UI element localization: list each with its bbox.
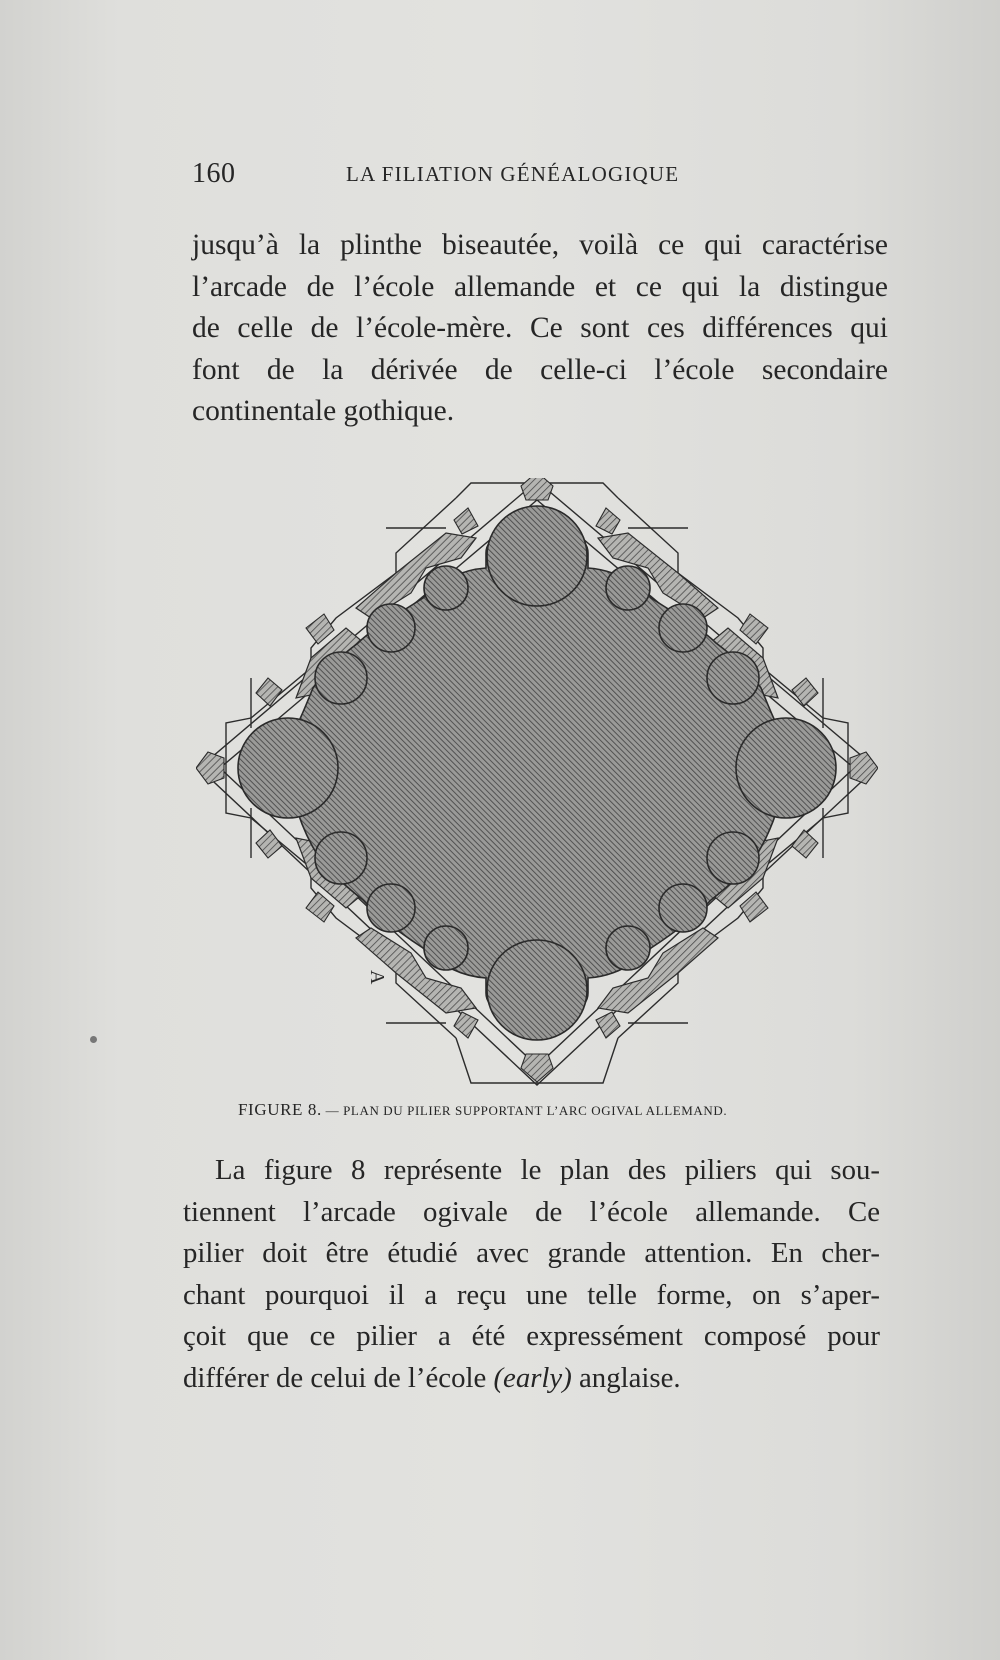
paragraph-2 — [183, 1150, 880, 1399]
page-number: 160 — [192, 158, 236, 189]
figure-caption-text: — PLAN DU PILIER SUPPORTANT L’ARC OGIVAL ALLEMAND. — [325, 1103, 728, 1118]
paragraph-1-line: de celle de l’école-mère. Ce sont ces différences qui — [192, 312, 888, 344]
pillar-core — [238, 506, 836, 1040]
paragraph-1-line: font de la dérivée de celle-ci l’école secondaire — [192, 353, 888, 386]
ink-speck — [90, 1036, 97, 1043]
paragraph-2-last-line — [183, 1358, 880, 1400]
paragraph-1-line: jusqu’à la plinthe biseautée, voilà ce qui caractérise — [192, 229, 888, 261]
paragraph-1-line: continentale gothique. — [192, 395, 455, 427]
paragraph-2-line: pilier doit être étudié avec grande attention. En cher- — [183, 1237, 880, 1269]
last-line-text-after: anglaise. — [571, 1361, 681, 1394]
figure-caption — [238, 1100, 828, 1120]
paragraph-2-line: tiennent l’arcade ogivale de l’école allemande. Ce — [183, 1195, 880, 1228]
paragraph-2-line: chant pourquoi il a reçu une telle forme, on s’aper- — [183, 1278, 880, 1311]
pillar-plan-figure — [196, 478, 878, 1088]
italic-early: (early) — [493, 1361, 572, 1394]
paragraph-2-line: La figure 8 représente le plan des piliers qui sou- — [215, 1154, 880, 1186]
paragraph-2-line: çoit que ce pilier a été expressément composé pour — [183, 1320, 880, 1352]
figure-caption-label: FIGURE 8. — [238, 1100, 322, 1119]
paragraph-1 — [192, 225, 888, 433]
paragraph-1-line: l’arcade de l’école allemande et ce qui la distingue — [192, 270, 888, 303]
last-line-text-before: différer de celui de l’école — [183, 1361, 494, 1394]
figure-marker-a: A — [366, 970, 388, 985]
running-head — [192, 158, 752, 198]
running-title: LA FILIATION GÉNÉALOGIQUE — [346, 162, 680, 186]
